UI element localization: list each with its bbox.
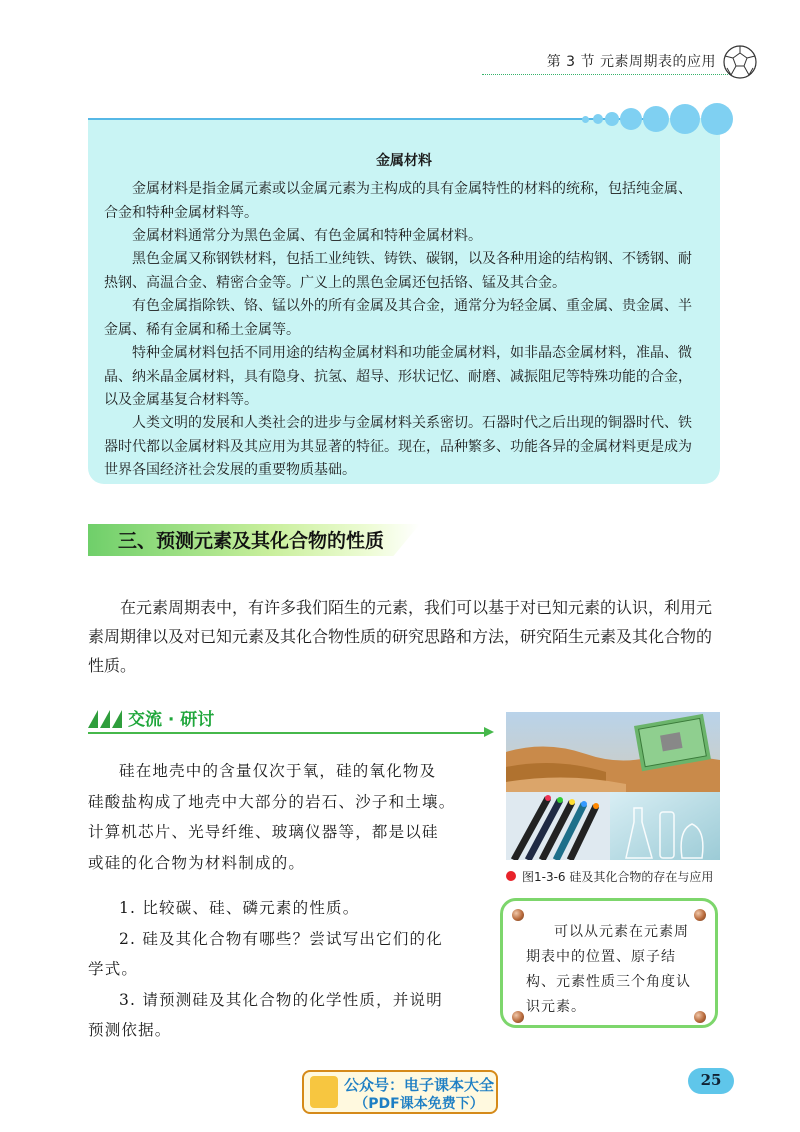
discussion-icon (88, 706, 122, 728)
book-icon (310, 1076, 338, 1108)
info-paragraph (88, 225, 482, 249)
text-line: 器时代都以金属材料及其应用为其显著的特征。现在，品种繁多、功能各异的金属材料更是成为 (104, 438, 692, 455)
text-line: 有色金属指除铁、铬、锰以外的所有金属及其合金，通常分为轻金属、重金属、贵金属、半 (132, 298, 692, 314)
text-line: 硅酸盐构成了地壳中大部分的岩石、沙子和土壤。 (88, 792, 456, 811)
hint-text (526, 920, 698, 1020)
text-line: 热钢、高温合金、精密合金等。广义上的黑色金属还包括铬、锰及其合金。 (104, 274, 566, 291)
decor-dot (582, 116, 589, 123)
decor-dot (593, 114, 603, 124)
decor-dot (643, 106, 669, 132)
question-item: 3. 请预测硅及其化合物的化学性质，并说明 (119, 990, 443, 1009)
text-line: 素周期律以及对已知元素及其化合物性质的研究思路和方法，研究陌生元素及其化合物的 (88, 627, 713, 646)
discussion-underline (88, 732, 488, 734)
fullerene-icon (722, 44, 758, 80)
box-title: 金属材料 (376, 153, 432, 169)
decor-dot (620, 108, 642, 130)
caption-bullet (506, 871, 516, 881)
section-intro (88, 593, 712, 680)
question-item: 1. 比较碳、硅、磷元素的性质。 (119, 899, 360, 917)
info-paragraph (88, 248, 692, 295)
discussion-label: 交流 · 研讨 (128, 710, 215, 730)
silicon-photo-collage (506, 712, 720, 860)
info-paragraph (88, 295, 692, 342)
text-line: 特种金属材料包括不同用途的结构金属材料和功能金属材料，如非晶态金属材料，准晶、微 (132, 345, 692, 361)
text-line: 金属、稀有金属和稀土金属等。 (104, 321, 300, 338)
decor-dot (701, 103, 733, 135)
info-paragraph (88, 412, 692, 483)
watermark-line-1: 公众号：电子课本大全 (343, 1076, 494, 1094)
header-divider (482, 74, 732, 75)
text-line: 计算机芯片、光导纤维、玻璃仪器等，都是以硅 (88, 823, 439, 841)
text-line: 学式。 (88, 960, 139, 978)
question-list (88, 893, 443, 1046)
decor-dot (605, 112, 619, 126)
text-line: 在元素周期表中，有许多我们陌生的元素，我们可以基于对已知元素的认识，利用元 (120, 598, 713, 617)
text-line: 金属材料是指金属元素或以金属元素为主构成的具有金属特性的材料的统称，包括纯金属、 (132, 181, 692, 197)
text-line: 硅在地壳中的含量仅次于氧，硅的氧化物及 (119, 762, 437, 780)
text-line: 识元素。 (526, 999, 586, 1015)
text-line: 人类文明的发展和人类社会的进步与金属材料关系密切。石器时代之后出现的铜器时代、铁 (132, 415, 692, 431)
decor-dot (670, 104, 700, 134)
text-line: 预测依据。 (88, 1021, 172, 1039)
info-paragraph (88, 342, 692, 413)
box-top-line (88, 118, 648, 120)
text-line: 晶、纳米晶金属材料，具有隐身、抗氢、超导、形状记忆、耐磨、减振阻尼等特殊功能的合金， (104, 368, 692, 385)
text-line: 金属材料通常分为黑色金属、有色金属和特种金属材料。 (132, 228, 482, 244)
text-line: 合金和特种金属材料等。 (104, 204, 258, 221)
discussion-paragraph (88, 756, 455, 878)
section-heading: 三、预测元素及其化合物的性质 (118, 530, 385, 552)
text-line: 世界各国经济社会发展的重要物质基础。 (104, 462, 356, 478)
text-line: 性质。 (88, 656, 137, 675)
text-line: 可以从元素在元素周 (554, 924, 689, 940)
arrow-icon (484, 727, 494, 737)
question-item: 2. 硅及其化合物有哪些？尝试写出它们的化 (119, 929, 443, 948)
chapter-section-title: 第 3 节 元素周期表的应用 (546, 54, 716, 70)
bolt-icon (512, 1011, 524, 1023)
info-paragraph (88, 178, 692, 225)
text-line: 构、元素性质三个角度认 (526, 974, 691, 990)
figure-caption: 图1-3-6 硅及其化合物的存在与应用 (522, 870, 714, 884)
page-number: 25 (700, 1071, 722, 1089)
watermark-line-2: （PDF课本免费下） (354, 1096, 484, 1112)
text-line: 以及金属基复合材料等。 (104, 392, 258, 408)
bolt-icon (512, 909, 524, 921)
text-line: 或硅的化合物为材料制成的。 (88, 853, 306, 872)
text-line: 黑色金属又称钢铁材料，包括工业纯铁、铸铁、碳钢，以及各种用途的结构钢、不锈钢、耐 (132, 251, 692, 267)
text-line: 期表中的位置、原子结 (526, 949, 676, 965)
